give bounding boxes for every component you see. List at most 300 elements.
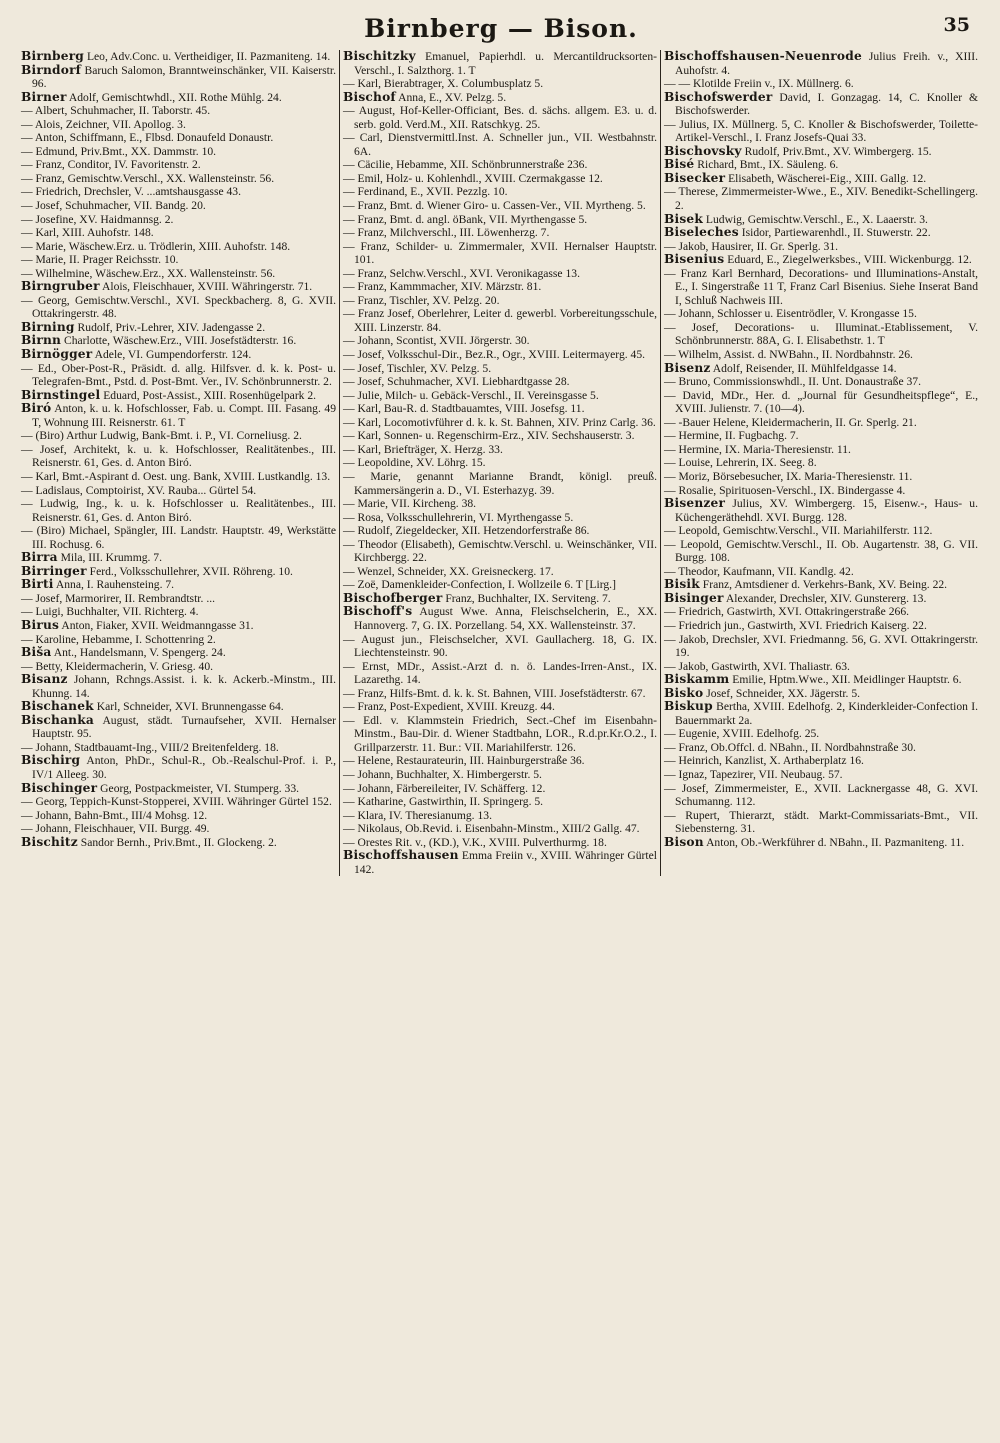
directory-entry xyxy=(664,348,978,362)
directory-entry xyxy=(664,443,978,457)
directory-entry xyxy=(21,809,336,823)
page-number: 35 xyxy=(943,14,970,36)
directory-entry xyxy=(21,226,336,240)
directory-entry xyxy=(343,280,657,294)
directory-entry xyxy=(343,456,657,470)
directory-entry xyxy=(343,497,657,511)
directory-entry xyxy=(664,741,978,755)
entry-details: — Rupert, Thierarzt, städt. Markt-Commissariats-Bmt., VII. Siebensterng. 31. xyxy=(664,808,978,836)
entry-details: — Klara, IV. Theresianumg. 13. xyxy=(343,808,492,822)
directory-entry xyxy=(343,565,657,579)
entry-details: — Karl, Locomotivführer d. k. k. St. Bahnen, XIV. Prinz Carlg. 36. xyxy=(343,415,656,429)
entry-details: — Albert, Schuhmacher, II. Taborstr. 45. xyxy=(21,104,211,118)
entry-details: Adolf, Reisender, II. Mühlfeldgasse 14. xyxy=(712,361,897,375)
directory-entry xyxy=(343,782,657,796)
directory-entry xyxy=(343,131,657,158)
entry-details: — Josef, Marmorirer, II. Rembrandtstr. ... xyxy=(21,591,216,605)
entry-details: — Wilhelmine, Wäschew.Erz., XX. Wallensteinstr. 56. xyxy=(21,266,276,280)
directory-entry xyxy=(664,633,978,660)
entry-details: — Julie, Milch- u. Gebäck-Verschl., II. Vereinsgasse 5. xyxy=(343,388,599,402)
directory-entry xyxy=(21,565,336,579)
entry-details: Emanuel, Papierhdl. u. Mercantildrucksorten-Verschl., I. Salzthorg. 1. T xyxy=(354,50,657,77)
directory-entry xyxy=(664,456,978,470)
entry-details: — Hermine, II. Fugbachg. 7. xyxy=(664,429,799,443)
directory-entry xyxy=(343,836,657,850)
directory-entry xyxy=(21,592,336,606)
directory-entry xyxy=(21,267,336,281)
directory-entry xyxy=(21,714,336,741)
entry-details: — Wenzel, Schneider, XX. Greisneckerg. 17. xyxy=(343,564,554,578)
entry-details: — Bruno, Commissionswhdl., II. Unt. Donaustraße 37. xyxy=(664,375,921,389)
directory-entry xyxy=(343,700,657,714)
directory-entry xyxy=(21,524,336,551)
entry-surname: Bischoff's xyxy=(343,604,413,619)
entry-details: — Karl, Sonnen- u. Regenschirm-Erz., XIV. Sechshauserstr. 3. xyxy=(343,429,635,443)
entry-details: — Friedrich, Drechsler, V. ...amtshausgasse 43. xyxy=(21,185,241,199)
entry-details: — Theodor (Elisabeth), Gemischtw.Verschl. u. Weinschänker, VII. Kirchbergg. 22. xyxy=(343,537,657,565)
entry-surname: Bischof xyxy=(343,89,396,104)
entry-details: — Johann, Färbereileiter, IV. Schäfferg. 12. xyxy=(343,781,546,795)
directory-entry xyxy=(664,565,978,579)
entry-surname: Bischovsky xyxy=(664,143,742,158)
entry-details: — Franz, Conditor, IV. Favoritenstr. 2. xyxy=(21,158,201,172)
directory-entry xyxy=(21,619,336,633)
directory-entry xyxy=(664,321,978,348)
entry-details: — August, Hof-Keller-Officiant, Bes. d. sächs. allgem. E3. u. d. serb. gold. Verd.M., XII. Ratschkyg. 25. xyxy=(343,104,657,131)
entry-surname: Birndorf xyxy=(21,62,82,77)
entry-details: Eduard, E., Ziegelwerksbes., VIII. Wickenburgg. 12. xyxy=(727,253,972,267)
directory-entry xyxy=(21,213,336,227)
directory-entry xyxy=(664,416,978,430)
directory-entry xyxy=(21,795,336,809)
entry-details: Eduard, Post-Assist., XIII. Rosenhügelpark 2. xyxy=(103,388,317,402)
entry-details: — Franz Karl Bernhard, Decorations- und Illuminations-Anstalt, E., I. Singerstraße 11 T, Franz Carl Bisenius. Siehe Inserat Band I, Schluß Nachweis III. xyxy=(664,266,978,307)
directory-entry xyxy=(343,307,657,334)
entry-details: — (Biro) Michael, Spängler, III. Landstr. Hauptstr. 49, Werkstätte III. Rochusg. 6. xyxy=(21,524,336,551)
directory-entry xyxy=(21,673,336,700)
entry-details: — Josef, Decorations- u. Illuminat.-Etablissement, V. Schönbrunnerstr. 88A, G. I. Elisabethstr. 1. T xyxy=(664,320,978,348)
directory-entry xyxy=(21,280,336,294)
entry-details: Franz, Amtsdiener d. Verkehrs-Bank, XV. Being. 22. xyxy=(702,578,948,592)
directory-entry xyxy=(21,470,336,484)
entry-details: — Moriz, Börsebesucher, IX. Maria-Theresienstr. 11. xyxy=(664,469,913,483)
entry-details: — Leopold, Gemischtw.Verschl., II. Ob. Augartenstr. 38, G. VII. Burgg. 108. xyxy=(664,537,978,565)
directory-entry xyxy=(664,253,978,267)
entry-surname: Bisinger xyxy=(664,590,724,605)
entry-details: — Josef, Tischler, XV. Pelzg. 5. xyxy=(343,361,492,375)
entry-details: — Hermine, IX. Maria-Theresienstr. 11. xyxy=(664,442,851,456)
entry-details: Julius, XV. Wimbergerg. 15, Eisenw.-, Haus- u. Küchengeräthehdl. XVI. Burgg. 128. xyxy=(675,497,978,524)
entry-surname: Birner xyxy=(21,89,67,104)
directory-entry xyxy=(664,226,978,240)
entry-details: — Franz, Selchw.Verschl., XVI. Veronikagasse 13. xyxy=(343,266,580,280)
entry-details: Anton, k. u. k. Hofschlosser, Fab. u. Compt. III. Fasang. 49 T, Wohnung III. Reisnerstr. 61. T xyxy=(32,402,336,429)
directory-entry xyxy=(664,429,978,443)
directory-entry xyxy=(343,267,657,281)
entry-surname: Birus xyxy=(21,617,60,632)
entry-surname: Bisik xyxy=(664,577,700,592)
entry-details: Leo, Adv.Conc. u. Vertheidiger, II. Pazmaniteng. 14. xyxy=(86,50,331,63)
entry-details: — Julius, IX. Müllnerg. 5, C. Knoller & Bischofswerder, Toilette-Artikel-Verschl., I. Franz Josefs-Quai 33. xyxy=(664,117,978,145)
entry-details: — Friedrich, Gastwirth, XVI. Ottakringerstraße 266. xyxy=(664,605,910,619)
entry-details: — Zoë, Damenkleider-Confection, I. Wollzeile 6. T [Lirg.] xyxy=(343,578,616,592)
directory-entry xyxy=(21,402,336,429)
entry-details: — Ludwig, Ing., k. u. k. Hofschlosser u. Realitätenbes., III. Reisnerstr. 61, Ges. d. Anton Biró. xyxy=(21,497,336,524)
entry-details: — Josef, Volksschul-Dir., Bez.R., Ogr., XVIII. Leitermayerg. 45. xyxy=(343,348,646,362)
entry-surname: Bisanz xyxy=(21,672,68,687)
directory-entry xyxy=(343,91,657,105)
entry-details: Georg, Postpackmeister, VI. Stumperg. 33. xyxy=(100,781,300,795)
entry-details: — Rosa, Volksschullehrerin, VI. Myrthengasse 5. xyxy=(343,510,574,524)
entry-details: David, I. Gonzagag. 14, C. Knoller & Bischofswerder. xyxy=(675,90,978,118)
directory-entry xyxy=(343,77,657,91)
directory-entry xyxy=(664,754,978,768)
entry-details: — Johann, Bahn-Bmt., III/4 Mohsg. 12. xyxy=(21,808,208,822)
entry-details: — Rosalie, Spirituosen-Verschl., IX. Bindergasse 4. xyxy=(664,483,906,497)
entry-details: Mila, III. Krummg. 7. xyxy=(60,551,163,565)
entry-surname: Bischanek xyxy=(21,699,94,714)
entry-details: Ludwig, Gemischtw.Verschl., E., X. Laaerstr. 3. xyxy=(705,212,928,226)
entry-details: — Ed., Ober-Post-R., Präsidt. d. allg. Hilfsver. d. k. k. Post- u. Telegrafen-Bmt., Pstd. d. Post-Bmt. Ver., IV. Schönbrunnerstr. 2. xyxy=(21,361,336,389)
directory-entry xyxy=(343,714,657,755)
directory-entry xyxy=(664,77,978,91)
entry-surname: Biró xyxy=(21,401,52,416)
entry-surname: Biša xyxy=(21,645,52,660)
directory-entry xyxy=(343,605,657,632)
entry-details: — Eugenie, XVIII. Edelhofg. 25. xyxy=(664,727,820,741)
directory-entry xyxy=(21,443,336,470)
entry-details: — Anton, Schiffmann, E., Flbsd. Donaufeld Donaustr. xyxy=(21,131,274,145)
directory-entry xyxy=(21,172,336,186)
entry-surname: Bischitzky xyxy=(343,49,416,63)
entry-details: — Josef, Zimmermeister, E., XVII. Lacknergasse 48, G. XVI. Schumanng. 112. xyxy=(664,781,978,809)
directory-entry xyxy=(21,389,336,403)
entry-surname: Birnberg xyxy=(21,49,85,63)
entry-details: Bertha, XVIII. Edelhofg. 2, Kinderkleider-Confection I. Bauernmarkt 2a. xyxy=(675,700,978,727)
directory-entry xyxy=(21,633,336,647)
directory-entry xyxy=(664,158,978,172)
entry-details: — Karl, Bierabtrager, X. Columbusplatz 5. xyxy=(343,77,544,91)
directory-entry xyxy=(343,213,657,227)
entry-details: — Therese, Zimmermeister-Wwe., E., XIV. Benedikt-Schellingerg. 2. xyxy=(664,185,978,213)
entry-details: Anna, E., XV. Pelzg. 5. xyxy=(398,90,507,104)
directory-entry xyxy=(664,727,978,741)
entry-details: — David, MDr., Her. d. „Journal für Gesundheitspflege“, E., XVIII. Julienstr. 7. (10—4). xyxy=(664,388,978,416)
directory-entry xyxy=(343,185,657,199)
entry-surname: Bischitz xyxy=(21,834,78,849)
entry-surname: Bisenz xyxy=(664,360,711,375)
entry-details: — Franz, Tischler, XV. Pelzg. 20. xyxy=(343,293,500,307)
entry-details: — Heinrich, Kanzlist, X. Arthaberplatz 16. xyxy=(664,754,864,768)
entry-details: — Ladislaus, Comptoirist, XV. Rauba... Gürtel 54. xyxy=(21,483,257,497)
directory-entry xyxy=(343,768,657,782)
entry-details: — Ferdinand, E., XVII. Pezzlg. 10. xyxy=(343,185,508,199)
entry-surname: Biseleches xyxy=(664,225,739,240)
entry-details: — Marie, Wäschew.Erz. u. Trödlerin, XIII. Auhofstr. 148. xyxy=(21,239,291,253)
directory-entry xyxy=(343,578,657,592)
directory-entry xyxy=(21,199,336,213)
directory-entry xyxy=(21,185,336,199)
directory-entry xyxy=(21,145,336,159)
entry-details: Ferd., Volksschullehrer, XVII. Röhreng. 10. xyxy=(89,564,293,578)
entry-details: — Georg, Gemischtw.Verschl., XVI. Speckbacherg. 8, G. XVII. Ottakringerstr. 48. xyxy=(21,293,336,321)
entry-details: Franz, Buchhalter, IX. Serviteng. 7. xyxy=(445,591,611,605)
directory-entry xyxy=(343,389,657,403)
directory-entry xyxy=(664,484,978,498)
entry-details: Julius Freih. v., XIII. Auhofstr. 4. xyxy=(675,50,978,77)
entry-details: — Nikolaus, Ob.Revid. i. Eisenbahn-Minstm., XIII/2 Gallg. 47. xyxy=(343,822,640,836)
entry-details: Alexander, Drechsler, XIV. Gunstererg. 13. xyxy=(725,591,927,605)
directory-entry xyxy=(343,402,657,416)
entry-surname: Bischoffshausen-Neuenrode xyxy=(664,49,862,63)
entry-details: Sandor Bernh., Priv.Bmt., II. Glockeng. 2. xyxy=(80,835,277,849)
entry-details: — Friedrich jun., Gastwirth, XVI. Friedrich Kaiserg. 22. xyxy=(664,618,927,632)
entry-details: — Franz, Bmt. d. Wiener Giro- u. Cassen-Ver., VII. Myrtheng. 5. xyxy=(343,199,646,213)
entry-details: — Leopoldine, XV. Löhrg. 15. xyxy=(343,456,486,470)
directory-entry xyxy=(664,145,978,159)
entry-surname: Bischofberger xyxy=(343,590,443,605)
entry-details: Karl, Schneider, XVI. Brunnengasse 64. xyxy=(96,700,284,714)
entry-details: — Franz, Hilfs-Bmt. d. k. k. St. Bahnen, VIII. Josefstädterstr. 67. xyxy=(343,686,646,700)
entry-details: — Franz, Gemischtw.Verschl., XX. Wallensteinstr. 56. xyxy=(21,171,275,185)
directory-entry xyxy=(21,158,336,172)
directory-entry xyxy=(343,348,657,362)
directory-entry xyxy=(343,104,657,131)
entry-surname: Birnstingel xyxy=(21,387,101,402)
directory-entry xyxy=(664,240,978,254)
entry-details: — Johann, Schlosser u. Eisentrödler, V. Krongasse 15. xyxy=(664,307,917,321)
directory-entry xyxy=(21,118,336,132)
directory-entry xyxy=(21,131,336,145)
directory-entry xyxy=(664,673,978,687)
entry-details: — Franz Josef, Oberlehrer, Leiter d. gewerbl. Vorbereitungsschule, XIII. Linzerstr. 84. xyxy=(343,307,657,334)
directory-entry xyxy=(664,660,978,674)
entry-details: — Franz, Schilder- u. Zimmermaler, XVII. Hernalser Hauptstr. 101. xyxy=(343,239,657,267)
entry-details: — Katharine, Gastwirthin, II. Springerg. 5. xyxy=(343,795,544,809)
entry-surname: Bison xyxy=(664,834,704,849)
entry-surname: Bisé xyxy=(664,157,695,172)
entry-details: — Helene, Restaurateurin, III. Hainburgerstraße 36. xyxy=(343,754,585,768)
directory-entry xyxy=(664,91,978,118)
directory-entry xyxy=(21,700,336,714)
entry-details: Adele, VI. Gumpendorferstr. 124. xyxy=(94,348,252,362)
directory-entry xyxy=(343,795,657,809)
entry-details: Anton, Fiaker, XVII. Weidmanngasse 31. xyxy=(61,618,254,632)
directory-entry xyxy=(343,592,657,606)
directory-entry xyxy=(343,199,657,213)
entry-details: Anton, PhDr., Schul-R., Ob.-Realschul-Prof. i. P., IV/1 Alleeg. 30. xyxy=(32,754,337,781)
directory-entry xyxy=(664,782,978,809)
entry-details: — Karl, Bau-R. d. Stadtbauamtes, VIII. Josefsg. 11. xyxy=(343,402,585,416)
entry-details: — Leopold, Gemischtw.Verschl., VII. Mariahilferstr. 112. xyxy=(664,524,933,538)
entry-surname: Bischinger xyxy=(21,780,98,795)
entry-surname: Bisenzer xyxy=(664,496,726,511)
column-left xyxy=(18,50,339,876)
directory-entry xyxy=(664,213,978,227)
directory-entry xyxy=(21,646,336,660)
entry-details: Emilie, Hptm.Wwe., XII. Meidlinger Hauptstr. 6. xyxy=(732,673,962,687)
directory-entry xyxy=(21,484,336,498)
directory-entry xyxy=(343,50,657,77)
directory-entry xyxy=(664,267,978,308)
entry-details: — Josefine, XV. Haidmannsg. 2. xyxy=(21,212,174,226)
entry-surname: Birnögger xyxy=(21,347,93,362)
entry-details: — Orestes Rit. v., (KD.), V.K., XVIII. Pulverthurmg. 18. xyxy=(343,835,607,849)
entry-details: — Josef, Schuhmacher, VII. Bandg. 20. xyxy=(21,199,206,213)
page-header xyxy=(18,10,984,50)
directory-entry xyxy=(664,809,978,836)
directory-entry xyxy=(21,240,336,254)
entry-details: — August jun., Fleischselcher, XVI. Gaullacherg. 18, G. IX. Liechtensteinstr. 90. xyxy=(343,632,657,660)
directory-entry xyxy=(21,348,336,362)
directory-entry xyxy=(343,524,657,538)
directory-entry xyxy=(21,578,336,592)
directory-entry xyxy=(343,443,657,457)
entry-details: — -Bauer Helene, Kleidermacherin, II. Gr. Sperlg. 21. xyxy=(664,415,917,429)
entry-details: — Georg, Teppich-Kunst-Stopperei, XVIII. Währinger Gürtel 152. xyxy=(21,795,332,809)
entry-details: — Carl, Dienstvermittl.Inst. A. Schneller jun., VII. Westbahnstr. 6A. xyxy=(343,131,657,158)
entry-details: Josef, Schneider, XX. Jägerstr. 5. xyxy=(706,686,861,700)
entry-details: — Josef, Architekt, k. u. k. Hofschlosser, Realitätenbes., III. Reisnerstr. 61, Ges. d. Anton Biró. xyxy=(21,442,336,470)
entry-surname: Bisek xyxy=(664,211,703,226)
entry-details: — Emil, Holz- u. Kohlenhdl., XVIII. Czermakgasse 12. xyxy=(343,171,603,185)
directory-entry xyxy=(343,754,657,768)
entry-details: — (Biro) Arthur Ludwig, Bank-Bmt. i. P., VI. Corneliusg. 2. xyxy=(21,429,302,443)
page-title: Birnberg — Bison. xyxy=(364,14,638,43)
directory-entry xyxy=(343,538,657,565)
entry-details: Anton, Ob.-Werkführer d. NBahn., II. Pazmaniteng. 11. xyxy=(706,835,965,849)
entry-surname: Bischirg xyxy=(21,753,81,768)
entry-details: — Edmund, Priv.Bmt., XX. Dammstr. 10. xyxy=(21,144,217,158)
entry-details: — Jakob, Hausirer, II. Gr. Sperlg. 31. xyxy=(664,239,839,253)
entry-details: Anna, I. Rauhensteing. 7. xyxy=(55,578,175,592)
directory-entry xyxy=(664,497,978,524)
directory-entry xyxy=(664,619,978,633)
directory-entry xyxy=(664,172,978,186)
entry-surname: Birngruber xyxy=(21,279,100,294)
entry-surname: Bischoffshausen xyxy=(343,848,459,863)
directory-entry xyxy=(21,782,336,796)
entry-details: — Betty, Kleidermacherin, V. Griesg. 40. xyxy=(21,659,214,673)
directory-entry xyxy=(21,429,336,443)
directory-entry xyxy=(664,700,978,727)
directory-entry xyxy=(21,321,336,335)
entry-details: Rudolf, Priv.Bmt., XV. Wimbergerg. 15. xyxy=(744,144,932,158)
entry-details: Ant., Handelsmann, V. Spengerg. 24. xyxy=(53,646,226,660)
directory-entry xyxy=(343,240,657,267)
entry-details: — Luigi, Buchhalter, VII. Richterg. 4. xyxy=(21,605,199,619)
entry-surname: Birnn xyxy=(21,333,62,348)
entry-details: Rudolf, Priv.-Lehrer, XIV. Jadengasse 2. xyxy=(77,320,266,334)
entry-details: — Jakob, Drechsler, XVI. Friedmanng. 56, G. XVI. Ottakringerstr. 19. xyxy=(664,632,978,660)
directory-entry xyxy=(21,91,336,105)
entry-surname: Birning xyxy=(21,319,75,334)
entry-details: — Franz, Kammmacher, XIV. Märzstr. 81. xyxy=(343,280,542,294)
entry-details: — Marie, VII. Kircheng. 38. xyxy=(343,497,477,511)
entry-surname: Bisenius xyxy=(664,252,725,267)
directory-entry xyxy=(21,253,336,267)
directory-entry xyxy=(21,50,336,64)
directory-entry xyxy=(664,375,978,389)
entry-details: — Marie, II. Prager Reichsstr. 10. xyxy=(21,253,179,267)
entry-surname: Bisecker xyxy=(664,170,726,185)
entry-details: August Wwe. Anna, Fleischselcherin, E., XX. Hannoverg. 7, G. IX. Porzellang. 54, XX. Wallensteinstr. 37. xyxy=(354,605,657,632)
directory-entry xyxy=(664,578,978,592)
directory-entry xyxy=(21,294,336,321)
entry-details: — Ernst, MDr., Assist.-Arzt d. n. ö. Landes-Irren-Anst., IX. Lazarethg. 14. xyxy=(343,659,657,687)
entry-details: Elisabeth, Wäscherei-Eig., XIII. Gallg. 12. xyxy=(728,171,927,185)
directory-entry xyxy=(664,538,978,565)
entry-details: — Cäcilie, Hebamme, XII. Schönbrunnerstraße 236. xyxy=(343,158,588,172)
directory-columns xyxy=(18,50,984,876)
entry-surname: Birra xyxy=(21,550,58,565)
entry-details: — Johann, Fleischhauer, VII. Burgg. 49. xyxy=(21,822,210,836)
entry-details: — Johann, Scontist, XVII. Jörgerstr. 30. xyxy=(343,334,530,348)
entry-surname: Biskup xyxy=(664,699,713,714)
directory-entry xyxy=(343,687,657,701)
directory-entry xyxy=(343,822,657,836)
entry-details: — Jakob, Gastwirth, XVI. Thaliastr. 63. xyxy=(664,659,850,673)
entry-details: Charlotte, Wäschew.Erz., VIII. Josefstädterstr. 16. xyxy=(63,334,297,348)
directory-entry xyxy=(21,754,336,781)
directory-entry xyxy=(343,470,657,497)
directory-entry xyxy=(343,429,657,443)
directory-entry xyxy=(21,551,336,565)
entry-details: Isidor, Partiewarenhdl., II. Stuwerstr. 22. xyxy=(741,226,931,240)
entry-details: August, städt. Turnaufseher, XVII. Hernalser Hauptstr. 95. xyxy=(32,713,336,741)
entry-details: — Ignaz, Tapezirer, VII. Neubaug. 57. xyxy=(664,767,843,781)
directory-entry xyxy=(664,524,978,538)
directory-entry xyxy=(664,605,978,619)
directory-entry xyxy=(343,416,657,430)
entry-details: — Franz, Ob.Offcl. d. NBahn., II. Nordbahnstraße 30. xyxy=(664,740,916,754)
directory-entry xyxy=(664,362,978,376)
entry-details: — Marie, genannt Marianne Brandt, königl. preuß. Kammersängerin a. D., VI. Esterhazyg. 39. xyxy=(343,469,657,497)
directory-entry xyxy=(21,836,336,850)
directory-entry xyxy=(343,226,657,240)
entry-details: — Karl, Briefträger, X. Herzg. 33. xyxy=(343,442,503,456)
directory-entry xyxy=(21,605,336,619)
directory-entry xyxy=(664,389,978,416)
directory-entry xyxy=(343,375,657,389)
entry-details: Alois, Fleischhauer, XVIII. Währingerstr. 71. xyxy=(101,280,313,294)
column-right xyxy=(660,50,981,876)
directory-entry xyxy=(21,741,336,755)
directory-entry xyxy=(664,592,978,606)
entry-details: — Karl, XIII. Auhofstr. 148. xyxy=(21,226,154,240)
directory-entry xyxy=(21,497,336,524)
directory-entry xyxy=(343,334,657,348)
column-middle xyxy=(339,50,660,876)
entry-details: — Franz, Milchverschl., III. Löwenherzg. 7. xyxy=(343,226,550,240)
entry-details: Emma Freiin v., XVIII. Währinger Gürtel 142. xyxy=(354,849,657,876)
entry-details: — Rudolf, Ziegeldecker, XII. Hetzendorferstraße 86. xyxy=(343,524,590,538)
directory-entry xyxy=(343,660,657,687)
directory-entry xyxy=(21,362,336,389)
entry-details: — — Klotilde Freiin v., IX. Müllnerg. 6. xyxy=(664,77,854,91)
directory-entry xyxy=(21,104,336,118)
entry-details: — Alois, Zeichner, VII. Apollog. 3. xyxy=(21,117,186,131)
entry-surname: Bisko xyxy=(664,685,704,700)
directory-entry xyxy=(343,294,657,308)
directory-entry xyxy=(343,809,657,823)
directory-entry xyxy=(21,660,336,674)
entry-details: Richard, Bmt., IX. Säuleng. 6. xyxy=(697,158,839,172)
directory-entry xyxy=(343,849,657,876)
directory-entry xyxy=(21,822,336,836)
directory-entry xyxy=(21,334,336,348)
directory-entry xyxy=(664,836,978,850)
